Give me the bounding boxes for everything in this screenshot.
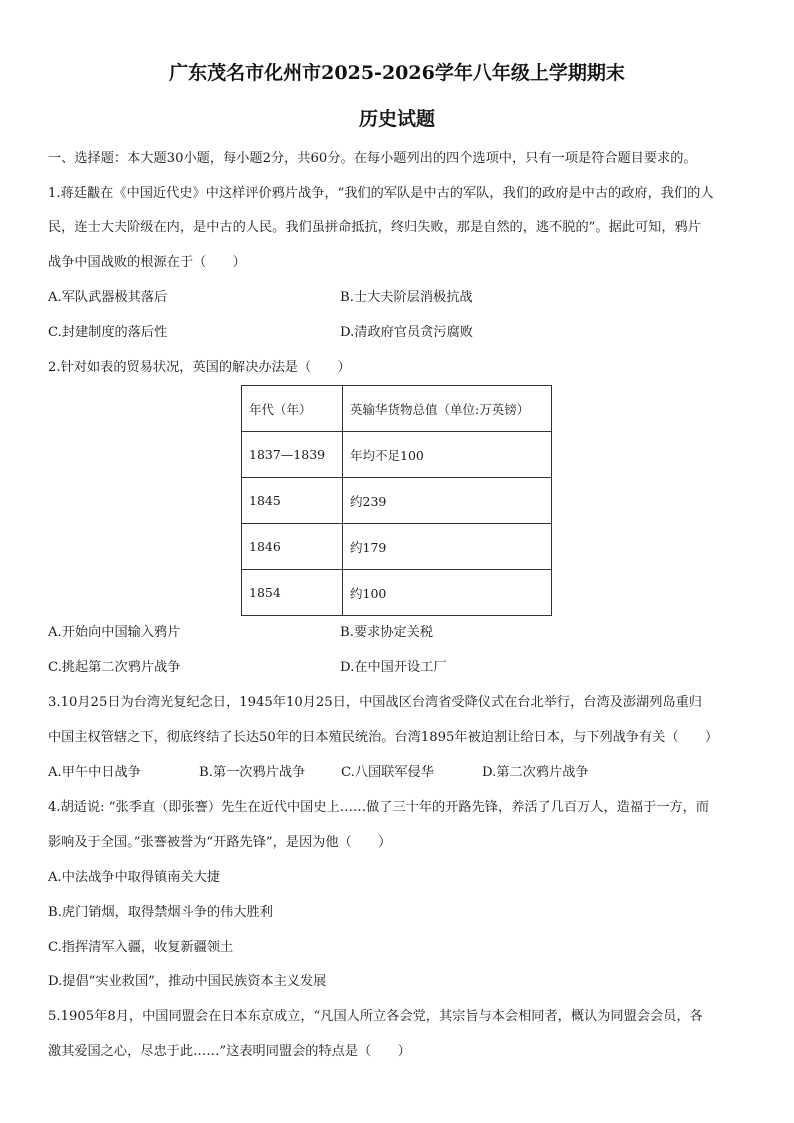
table-header-cell: 英输华货物总值（单位:万英镑） (343, 386, 552, 432)
table-row (242, 524, 552, 570)
q1-option-a: A.军队武器极其落后 (48, 290, 168, 305)
q2-option-a: A.开始向中国输入鸦片 (48, 625, 181, 640)
section-instruction: 一、选择题：本大题30小题，每小题2分，共60分。在每小题列出的四个选项中，只有一项是符合题目要求的。 (48, 151, 697, 166)
q3-option-d: D.第二次鸦片战争 (482, 765, 589, 780)
table-cell: 1846 (242, 524, 343, 570)
q3-stem-line2: 中国主权管辖之下，彻底终结了长达50年的日本殖民统治。台湾1895年被迫割让给日本，与下列战争有关（ ） (48, 730, 719, 745)
q3-stem-line1: 3.10月25日为台湾光复纪念日，1945年10月25日，中国战区台湾省受降仪式在台北举行，台湾及澎湖列岛重归 (48, 695, 702, 710)
q1-option-b: B.士大夫阶层消极抗战 (340, 290, 473, 305)
table-cell: 约179 (343, 524, 552, 570)
table-cell: 约239 (343, 478, 552, 524)
table-cell: 1845 (242, 478, 343, 524)
table-cell: 约100 (343, 570, 552, 616)
exam-title: 广东茂名市化州市2025-2026学年八年级上学期期末 (169, 62, 625, 84)
q4-stem-line1: 4.胡适说: “张季直（即张謇）先生在近代中国史上……做了三十年的开路先锋，养活了几百万人，造福于一方，而 (48, 800, 709, 815)
table-header-row (242, 386, 552, 432)
q1-stem-line2: 民，连士大夫阶级在内，是中古的人民。我们虽拼命抵抗，终归失败，那是自然的，逃不脱的”。据此可知，鸦片 (48, 220, 701, 235)
q4-option-d: D.提倡“实业救国”，推动中国民族资本主义发展 (48, 974, 327, 989)
q3-option-a: A.甲午中日战争 (48, 765, 141, 780)
q1-option-d: D.清政府官员贪污腐败 (340, 325, 473, 340)
q1-option-c: C.封建制度的落后性 (48, 325, 168, 340)
table-cell: 年均不足100 (343, 432, 552, 478)
q3-option-b: B.第一次鸦片战争 (199, 765, 306, 780)
q2-option-d: D.在中国开设工厂 (340, 660, 447, 675)
q4-stem-line2: 影响及于全国。”张謇被誉为“开路先锋”，是因为他（ ） (48, 835, 392, 850)
table-cell: 1837—1839 (242, 432, 343, 478)
table-header-cell: 年代（年） (242, 386, 343, 432)
table-row (242, 478, 552, 524)
q1-stem-line3: 战争中国战败的根源在于（ ） (48, 255, 246, 270)
q2-option-b: B.要求协定关税 (340, 625, 434, 640)
q3-option-c: C.八国联军侵华 (341, 765, 434, 780)
q2-stem: 2.针对如表的贸易状况，英国的解决办法是（ ） (48, 360, 351, 375)
table-row (242, 570, 552, 616)
q1-stem-line1: 1.蒋廷黻在《中国近代史》中这样评价鸦片战争，“我们的军队是中古的军队，我们的政府是中古的政府，我们的人 (48, 186, 714, 201)
q5-stem-line2: 激其爱国之心，尽忠于此……”这表明同盟会的特点是（ ） (48, 1044, 411, 1059)
q4-option-a: A.中法战争中取得镇南关大捷 (48, 870, 220, 885)
q5-stem-line1: 5.1905年8月，中国同盟会在日本东京成立，“凡国人所立各会党，其宗旨与本会相同者，概认为同盟会会员，各 (48, 1009, 703, 1024)
table-cell: 1854 (242, 570, 343, 616)
q4-option-b: B.虎门销烟，取得禁烟斗争的伟大胜利 (48, 905, 273, 920)
table-row (242, 432, 552, 478)
q2-option-c: C.挑起第二次鸦片战争 (48, 660, 181, 675)
trade-table (241, 385, 552, 616)
exam-subtitle: 历史试题 (358, 108, 435, 130)
q4-option-c: C.指挥清军入疆，收复新疆领土 (48, 940, 234, 955)
